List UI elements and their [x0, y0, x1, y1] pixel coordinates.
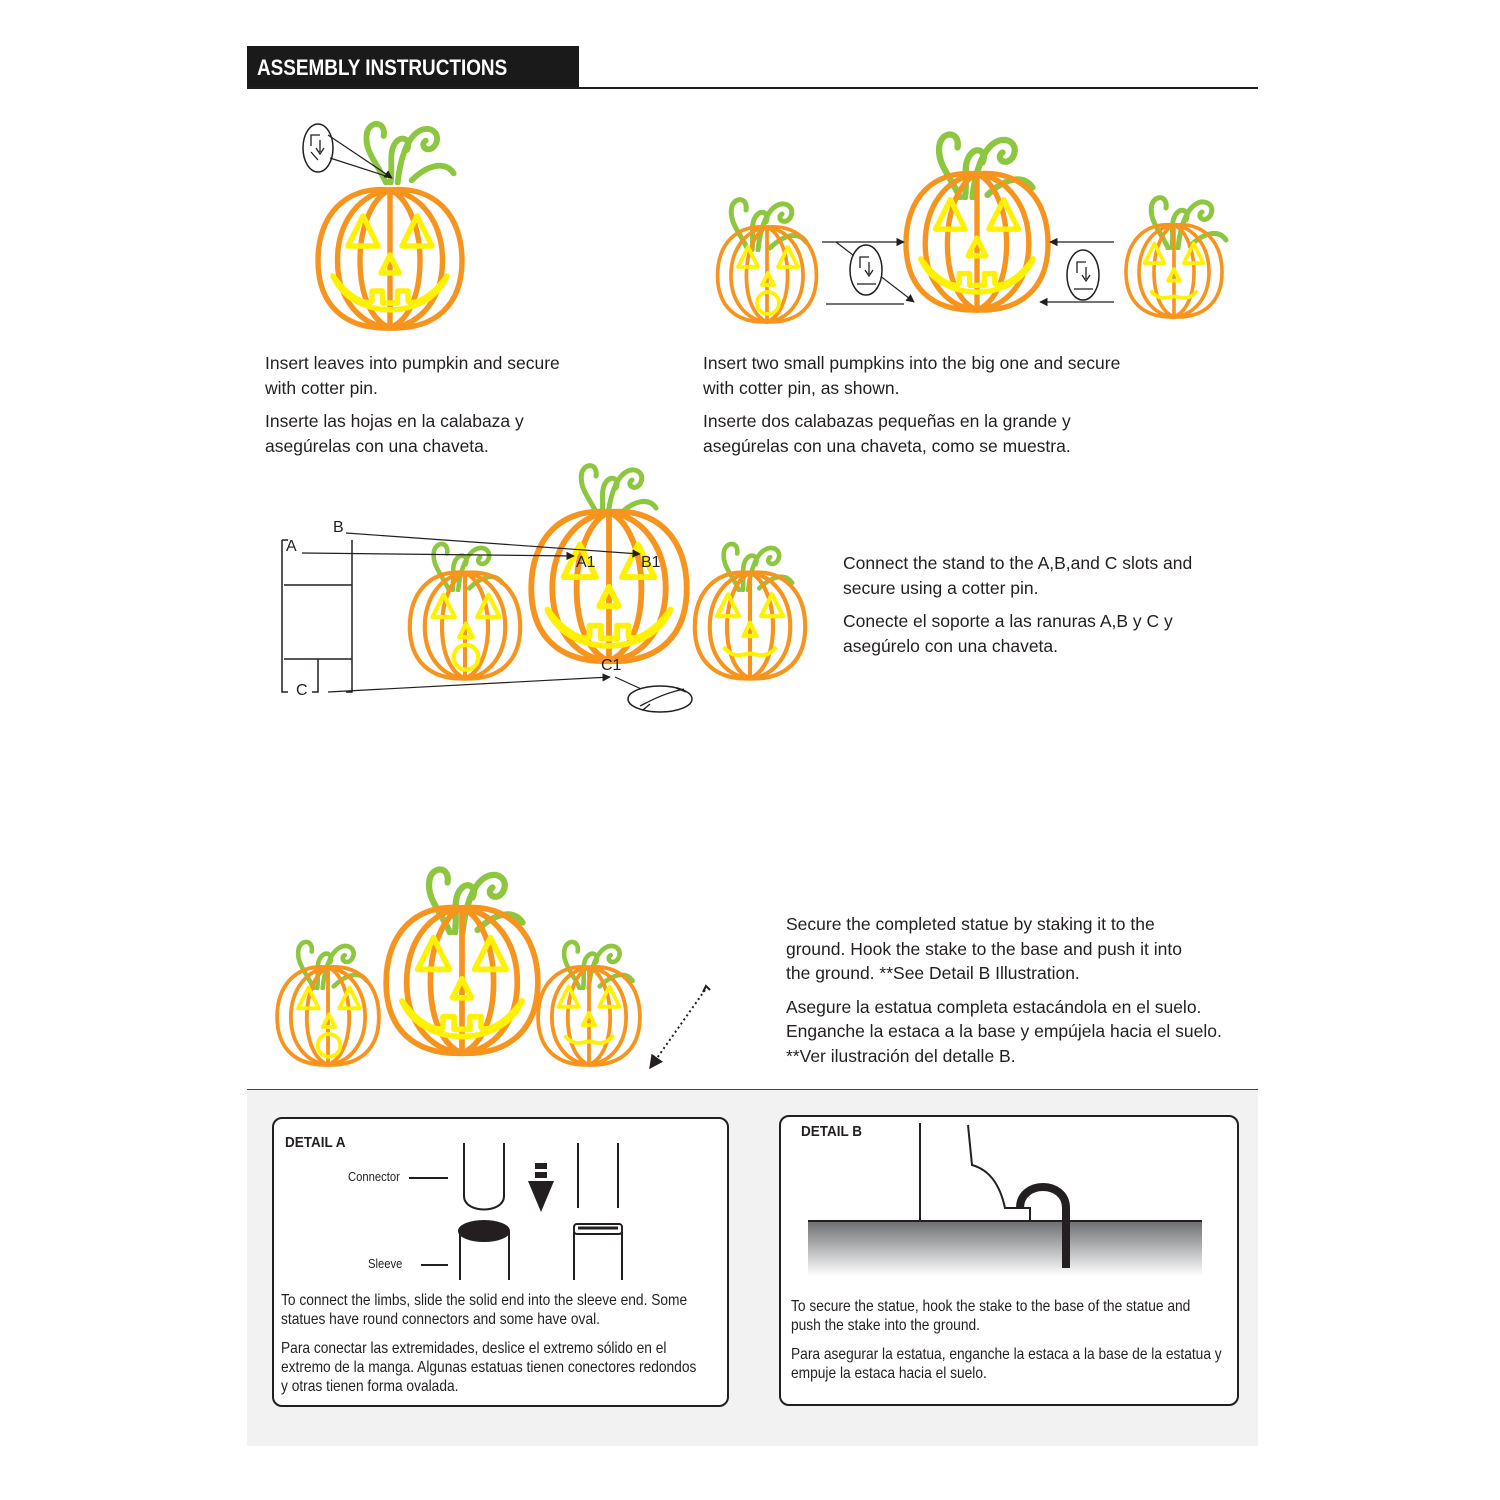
- detail-b-es-line: empuje la estaca hacia el suelo.: [791, 1365, 987, 1382]
- detail-b-title: DETAIL B: [801, 1123, 863, 1140]
- step2-en-line: with cotter pin, as shown.: [703, 377, 900, 398]
- slot-label-b: B: [333, 519, 344, 536]
- step3-text: [843, 551, 1243, 667]
- detail-a-es-line: extremo de la manga. Algunas estatuas tienen conectores redondos: [281, 1359, 697, 1376]
- detail-a-text: [281, 1291, 715, 1406]
- sleeve-label: Sleeve: [368, 1257, 403, 1271]
- step2-en-line: Insert two small pumpkins into the big one and secure: [703, 353, 1121, 373]
- detail-a-en-line: statues have round connectors and some have oval.: [281, 1311, 600, 1328]
- detail-b-text: [791, 1297, 1225, 1393]
- cotter-pin-callout-icon: [1067, 250, 1099, 300]
- step3-en-line: secure using a cotter pin.: [843, 577, 1039, 598]
- slot-label-c1: C1: [601, 657, 622, 674]
- slot-label-b1: B1: [641, 554, 661, 571]
- cotter-pin-callout-icon: [850, 245, 882, 295]
- step3-es-line: Conecte el soporte a las ranuras A,B y C y: [843, 611, 1173, 631]
- page-title: ASSEMBLY INSTRUCTIONS: [257, 55, 508, 80]
- step1-es-line: asegúrelas con una chaveta.: [265, 435, 489, 456]
- slot-label-a1: A1: [576, 554, 596, 571]
- detail-a-en-line: To connect the limbs, slide the solid end into the sleeve end. Some: [281, 1292, 688, 1309]
- step1-en-line: with cotter pin.: [265, 377, 378, 398]
- detail-b-en-line: push the stake into the ground.: [791, 1317, 980, 1334]
- step1-en-line: Insert leaves into pumpkin and secure: [265, 353, 560, 373]
- detail-b-es-line: Para asegurar la estatua, enganche la estaca a la base de la estatua y: [791, 1346, 1222, 1363]
- detail-a-title: DETAIL A: [285, 1134, 346, 1151]
- step1-text: [265, 351, 625, 467]
- slot-label-a: A: [286, 538, 297, 555]
- detail-a-es-line: y otras tienen forma ovalada.: [281, 1378, 459, 1395]
- step3-en-line: Connect the stand to the A,B,and C slots and: [843, 553, 1193, 573]
- stake-arrow: [650, 990, 705, 1068]
- step4-en-line: ground. Hook the stake to the base and push it into: [786, 938, 1182, 959]
- detail-b-en-line: To secure the statue, hook the stake to the base of the statue and: [791, 1298, 1191, 1315]
- step1-es-line: Inserte las hojas en la calabaza y: [265, 411, 524, 431]
- step2-es-line: asegúrelas con una chaveta, como se muestra.: [703, 435, 1071, 456]
- step4-es-line: Enganche la estaca a la base y empújela hacia el suelo.: [786, 1021, 1222, 1041]
- connector-label: Connector: [348, 1170, 400, 1184]
- step4-es-line: Asegure la estatua completa estacándola en el suelo.: [786, 996, 1202, 1017]
- step3-es-line: asegúrelo con una chaveta.: [843, 635, 1059, 656]
- cotter-pin-callout-icon: [303, 124, 333, 172]
- step4-en-line: Secure the completed statue by staking it to the: [786, 914, 1155, 934]
- step4-illustration: [277, 869, 710, 1068]
- detail-a-es-line: Para conectar las extremidades, deslice el extremo sólido en el: [281, 1340, 667, 1357]
- slot-label-c: C: [296, 682, 308, 699]
- step4-text: [786, 912, 1246, 1077]
- step1-illustration: [303, 124, 462, 328]
- step2-text: [703, 351, 1183, 467]
- step4-en-line: the ground. **See Detail B Illustration.: [786, 963, 1080, 983]
- step2-es-line: Inserte dos calabazas pequeñas en la grande y: [703, 411, 1071, 431]
- step2-illustration: [718, 134, 1226, 321]
- step4-es-line: **Ver ilustración del detalle B.: [786, 1045, 1016, 1066]
- step3-illustration: [282, 466, 805, 712]
